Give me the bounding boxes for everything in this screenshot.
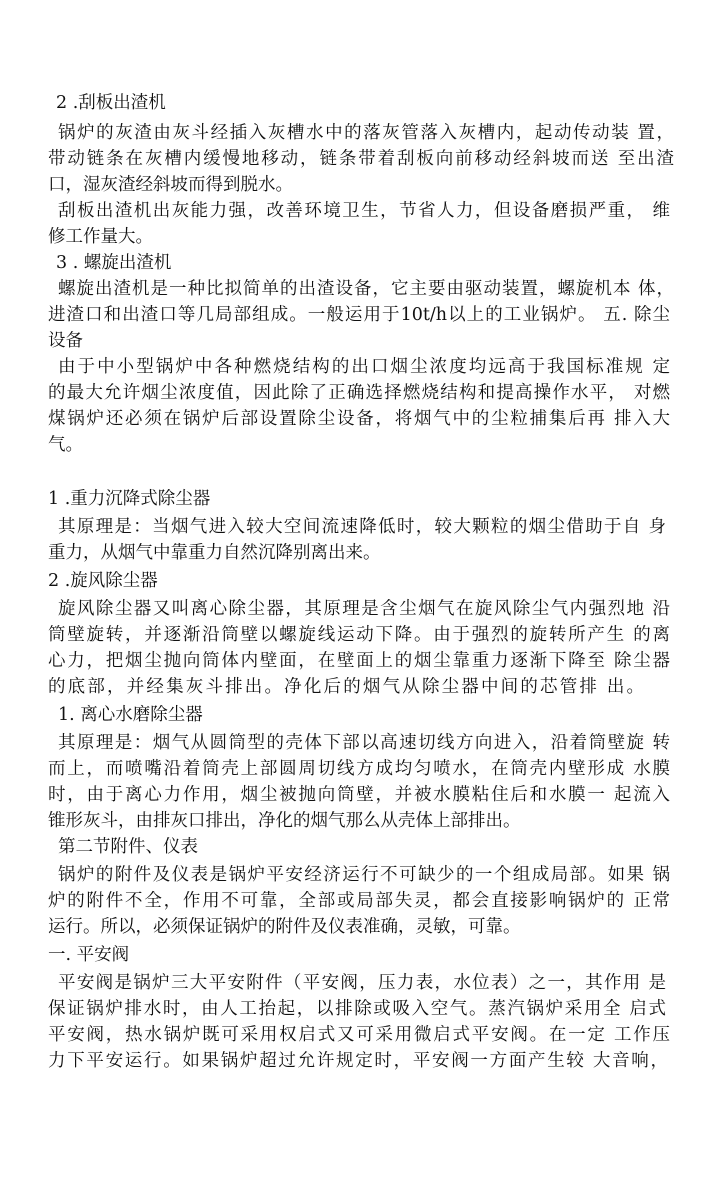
- paragraph-line: 心力，把烟尘抛向筒体内壁面，在壁面上的烟尘靠重力逐渐下降至 除尘器: [48, 651, 670, 671]
- paragraph-line: 锥形灰斗，由排灰口排出，净化的烟气那么从壳体上部排出。: [48, 811, 521, 831]
- paragraph-line: 平安阀是锅炉三大平安附件（平安阀，压力表，水位表）之一，其作用 是: [58, 973, 666, 993]
- paragraph-line: 运行。所以，必须保证锅炉的附件及仪表准确，灵敏，可靠。: [48, 917, 521, 937]
- paragraph-line: 时，由于离心力作用，烟尘被抛向筒壁，并被水膜粘住后和水膜一 起流入: [48, 785, 670, 805]
- paragraph-line: 由于中小型锅炉中各种燃烧结构的出口烟尘浓度均远高于我国标准规 定: [58, 357, 670, 377]
- paragraph-line: 锅炉的附件及仪表是锅炉平安经济运行不可缺少的一个组成局部。如果 锅: [58, 865, 670, 885]
- paragraph-line: 煤锅炉还必须在锅炉后部设置除尘设备，将烟气中的尘粒捕集后再 排入大: [48, 409, 670, 429]
- heading-screw-slag-remover: 3 . 螺旋出渣机: [56, 253, 172, 273]
- paragraph-line: 锅炉的灰渣由灰斗经插入灰槽水中的落灰管落入灰槽内，起动传动装 置，: [58, 123, 674, 143]
- heading-dust-removal-equipment: 设备: [48, 331, 83, 351]
- paragraph-line: 带动链条在灰槽内缓慢地移动，链条带着刮板向前移动经斜坡而送 至出渣: [48, 149, 674, 169]
- paragraph-line: 进渣口和出渣口等几局部组成。一般运用于10t/h以上的工业锅炉。 五. 除尘: [48, 305, 670, 325]
- heading-cyclone-collector: 2 .旋风除尘器: [48, 571, 158, 591]
- paragraph-line: 筒壁旋转，并逐渐沿筒壁以螺旋线运动下降。由于强烈的旋转所产生 的离: [48, 625, 670, 645]
- paragraph-line: 旋风除尘器又叫离心除尘器，其原理是含尘烟气在旋风除尘气内强烈地 沿: [58, 599, 670, 619]
- paragraph-line: 螺旋出渣机是一种比拟简单的出渣设备，它主要由驱动装置，螺旋机本 体，: [58, 279, 674, 299]
- heading-section-two-accessories: 第二节附件、仪表: [58, 837, 198, 857]
- paragraph-line: 其原理是：烟气从圆筒型的壳体下部以高速切线方向进入，沿着筒壁旋 转: [58, 733, 670, 753]
- heading-scraper-slag-remover: 2 .刮板出渣机: [56, 93, 166, 113]
- paragraph-line: 其原理是：当烟气进入较大空间流速降低时，较大颗粒的烟尘借助于自 身: [58, 517, 666, 537]
- paragraph-line: 修工作量大。: [48, 227, 153, 247]
- heading-gravity-settling-collector: 1 .重力沉降式除尘器: [48, 489, 211, 509]
- paragraph-line: 气。: [48, 435, 83, 455]
- paragraph-line: 力下平安运行。如果锅炉超过允许规定时，平安阀一方面产生较 大音响，: [48, 1051, 668, 1071]
- paragraph-line: 炉的附件不全，作用不可靠，全部或局部失灵，都会直接影响锅炉的 正常: [48, 891, 670, 911]
- paragraph-line: 保证锅炉排水时，由人工抬起，以排除或吸入空气。蒸汽锅炉采用全 启式: [48, 999, 666, 1019]
- paragraph-line: 口，湿灰渣经斜坡而得到脱水。: [48, 175, 293, 195]
- paragraph-line: 刮板出渣机出灰能力强，改善环境卫生，节省人力，但设备磨损严重， 维: [58, 201, 670, 221]
- paragraph-line: 而上，而喷嘴沿着筒壳上部圆周切线方成均匀喷水，在筒壳内壁形成 水膜: [48, 759, 670, 779]
- paragraph-line: 平安阀，热水锅炉既可采用权启式又可采用微启式平安阀。在一定 工作压: [48, 1025, 670, 1045]
- paragraph-line: 的最大允许烟尘浓度值，因此除了正确选择燃烧结构和提高操作水平， 对燃: [48, 383, 670, 403]
- paragraph-line: 的底部，并经集灰斗排出。净化后的烟气从除尘器中间的芯管排 出。: [48, 677, 644, 697]
- paragraph-line: 重力，从烟气中靠重力自然沉降别离出来。: [48, 543, 381, 563]
- heading-centrifugal-water-film-collector: 1. 离心水磨除尘器: [58, 705, 203, 725]
- heading-safety-valve: 一. 平安阀: [48, 945, 130, 965]
